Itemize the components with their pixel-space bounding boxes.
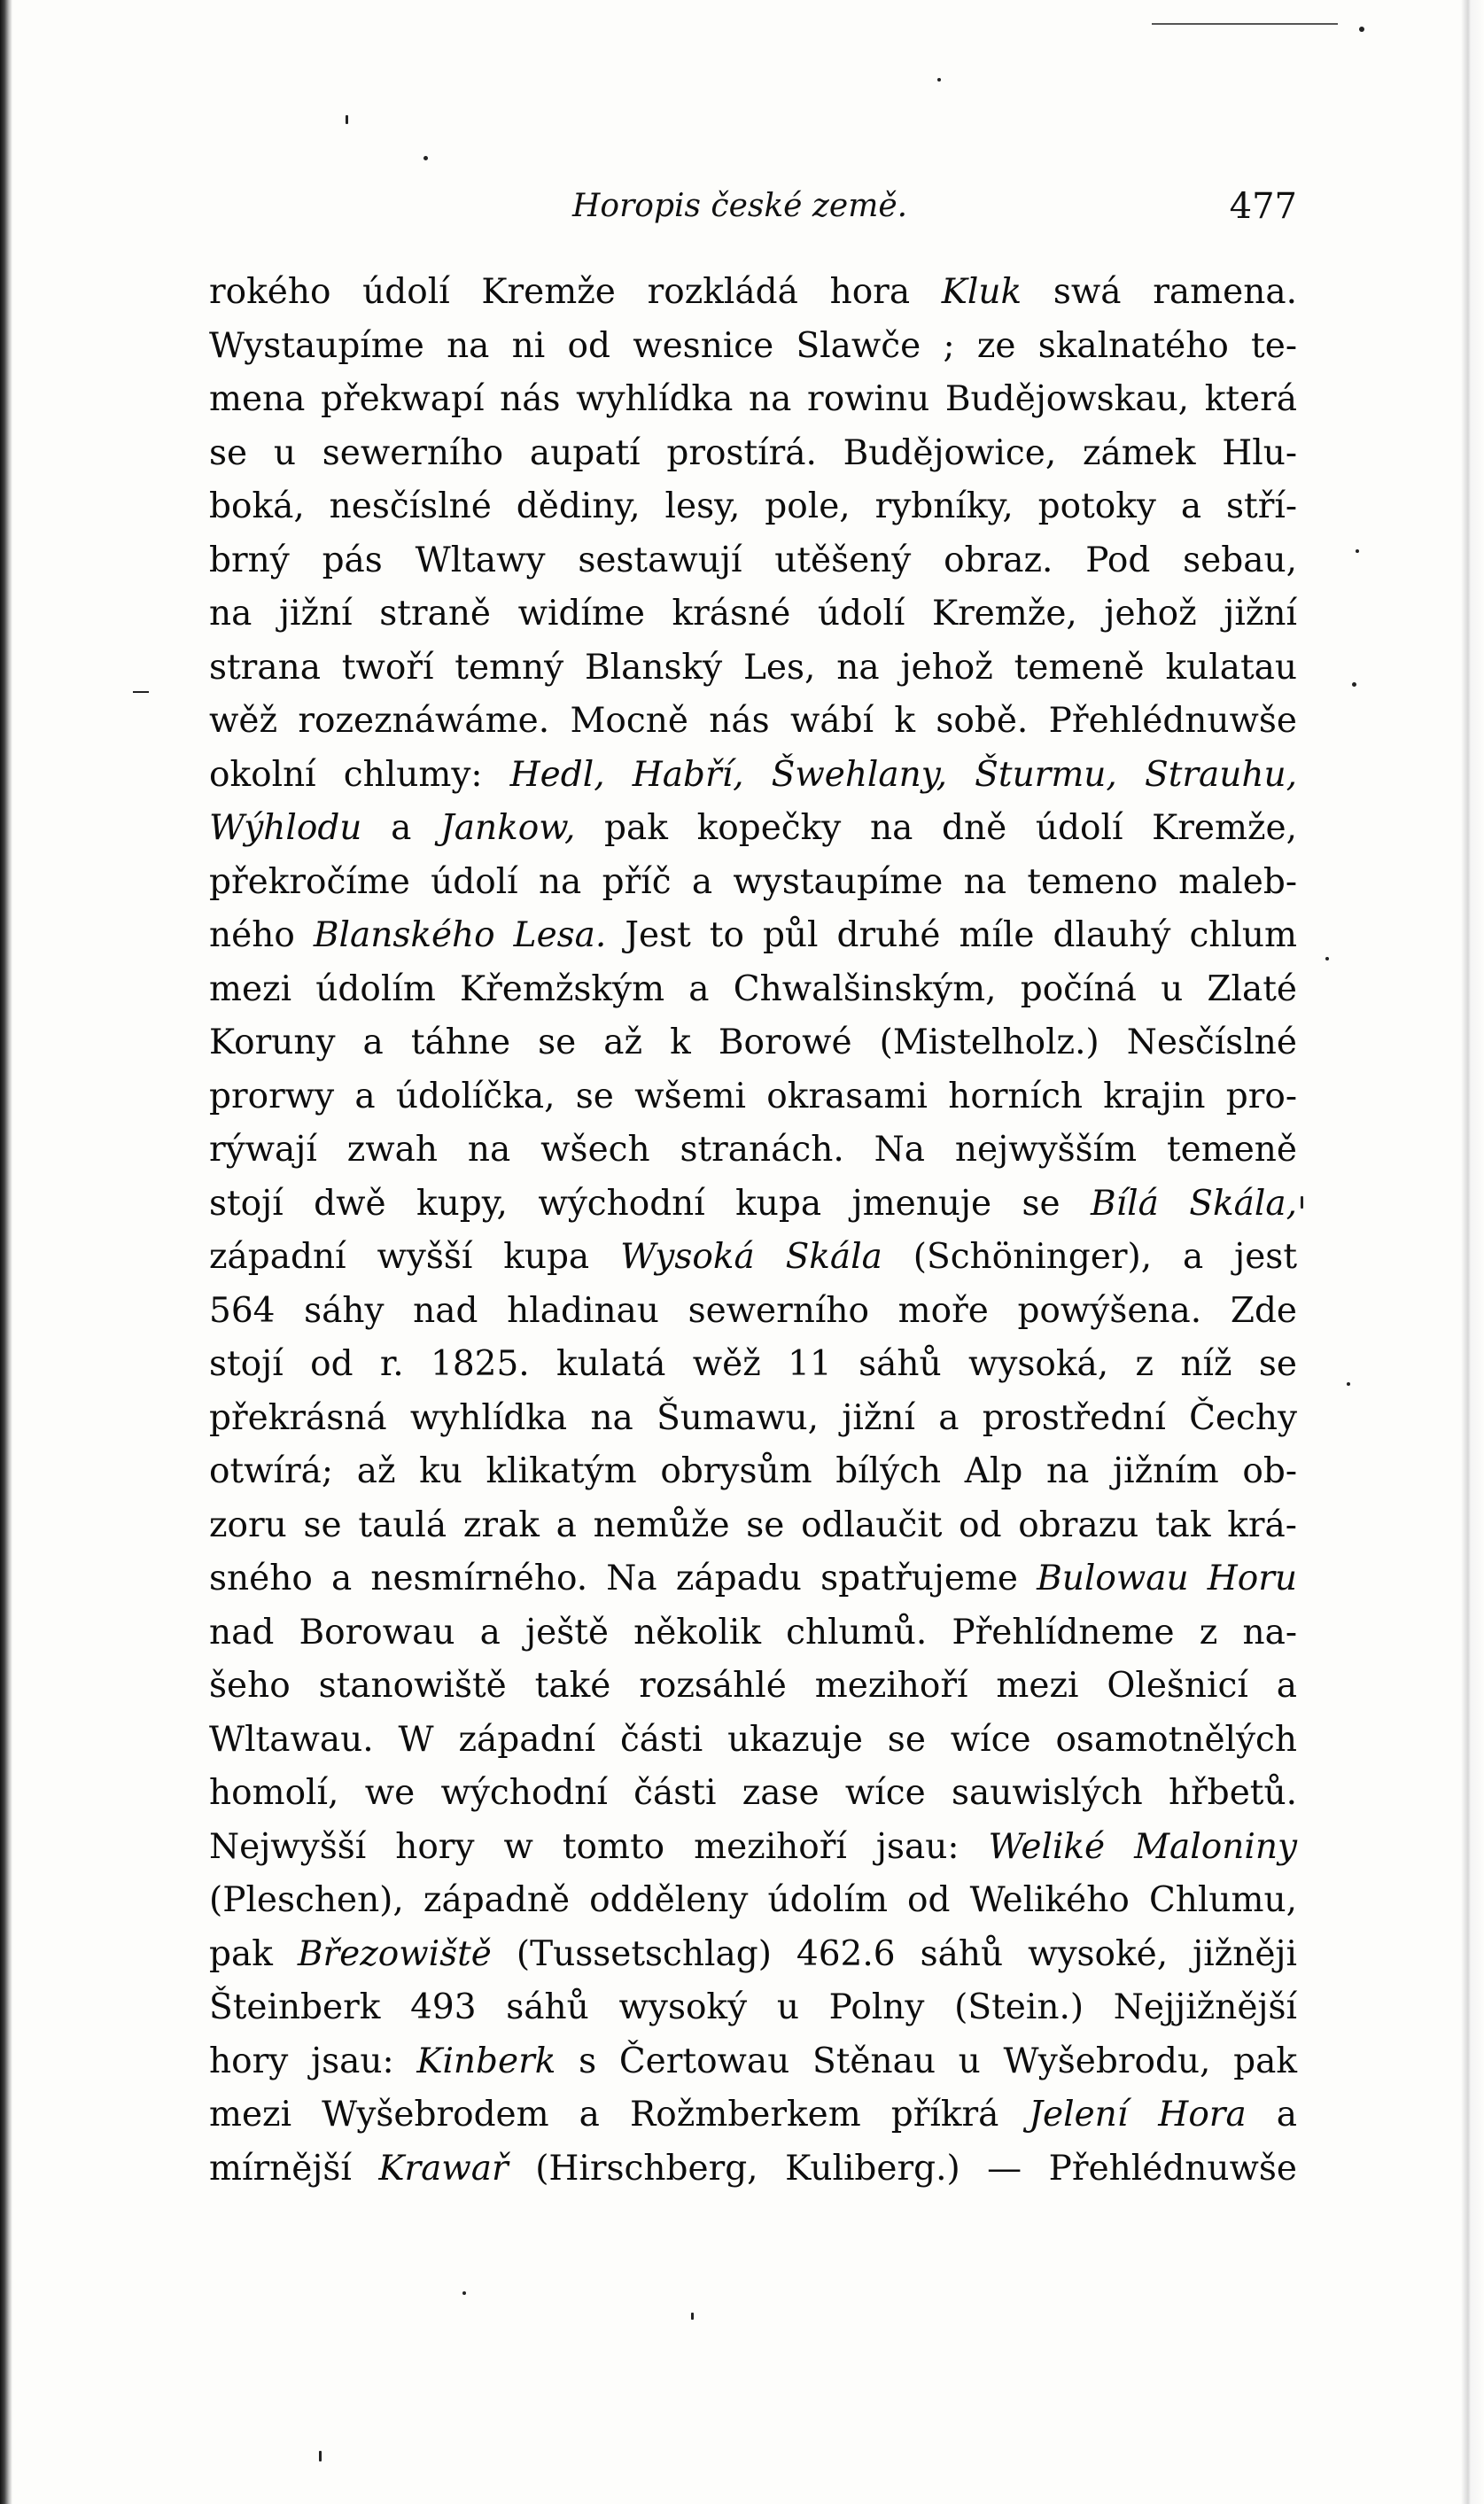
text-run: ného — [209, 915, 314, 955]
italic-place-name: Jelení Hora — [1029, 2095, 1247, 2135]
text-run: mezi Wyšebrodem a Rožmberkem příkrá — [209, 2095, 1029, 2135]
text-run: Jest to půl druhé míle dlauhý chlum — [606, 915, 1298, 955]
text-line — [209, 1445, 1297, 1499]
page-header — [209, 184, 1297, 237]
text-line — [209, 1016, 1297, 1070]
text-line — [209, 1981, 1297, 2035]
text-run: Wltawau. W západní části ukazuje se wíce osamotnělých — [209, 1719, 1297, 1760]
text-line — [209, 266, 1297, 320]
scan-speck — [937, 78, 941, 82]
scan-speck — [1325, 957, 1329, 960]
text-line — [209, 534, 1297, 588]
text-run: západní wyšší kupa — [209, 1237, 621, 1277]
text-run: wěž rozeznáwáme. Mocně nás wábí k sobě. Přehlédnuwše — [209, 701, 1297, 741]
running-title: Horopis české země. — [572, 188, 908, 224]
text-run: hory jsau: — [209, 2041, 417, 2081]
text-line — [209, 1552, 1297, 1606]
text-run: Koruny a táhne se až k Borowé (Mistelholz.) Nesčíslné — [209, 1023, 1297, 1062]
page-number: 477 — [1229, 186, 1297, 227]
text-run: homolí, we wýchodní části zase wíce sauwislých hřbetů. — [209, 1773, 1297, 1813]
scan-speck — [691, 2313, 694, 2320]
text-line — [209, 1070, 1297, 1124]
italic-place-name: Weliké Maloniny — [988, 1826, 1297, 1867]
italic-place-name: Blanského Lesa. — [313, 915, 607, 955]
text-run: (Hirschberg, Kuliberg.) — Přehlédnuwše — [508, 2148, 1297, 2189]
text-line — [209, 963, 1297, 1017]
text-run: a — [1246, 2095, 1298, 2135]
text-run: nad Borowau a ještě několik chlumů. Přehlídneme z na- — [209, 1612, 1297, 1652]
text-line — [209, 802, 1297, 856]
text-run: Nejwyšší hory w tomto mezihoří jsau: — [209, 1826, 989, 1867]
text-line — [209, 1499, 1297, 1553]
text-run: Wystaupíme na ni od wesnice Slawče ; ze skalnatého te- — [209, 325, 1297, 366]
scan-speck — [1301, 1196, 1303, 1209]
text-line — [209, 1714, 1297, 1768]
text-line — [209, 1660, 1297, 1714]
text-run: rýwají zwah na wšech stranách. Na nejwyšším temeně — [209, 1130, 1297, 1170]
scan-speck — [346, 115, 348, 124]
text-run: překročíme údolí na příč a wystaupíme na temeno maleb- — [209, 861, 1297, 902]
text-line — [209, 1928, 1297, 1982]
text-line — [209, 695, 1297, 749]
text-line — [209, 1285, 1297, 1339]
italic-place-name: Bílá Skála, — [1091, 1183, 1298, 1224]
text-run: brný pás Wltawy sestawují utěšený obraz. Pod sebau, — [209, 540, 1297, 580]
text-line — [209, 320, 1297, 374]
text-run: zoru se taulá zrak a nemůže se odlaučit od obrazu tak krá- — [209, 1505, 1297, 1545]
text-line — [209, 1606, 1297, 1660]
text-line — [209, 373, 1297, 427]
text-run: stojí dwě kupy, wýchodní kupa jmenuje se — [209, 1183, 1092, 1224]
text-run: pak kopečky na dně údolí Kremže, — [575, 808, 1297, 848]
text-line — [209, 909, 1297, 963]
text-line — [209, 1178, 1297, 1232]
text-line — [209, 1767, 1297, 1821]
text-line — [209, 749, 1297, 803]
scan-speck — [1352, 682, 1356, 687]
body-text — [209, 266, 1297, 2196]
italic-place-name: Březowiště — [297, 1933, 492, 1974]
scan-speck — [319, 2451, 322, 2461]
text-line — [209, 2142, 1297, 2197]
text-run: mezi údolím Křemžským a Chwalšinským, počíná u Zlaté — [209, 968, 1297, 1009]
text-line — [209, 1392, 1297, 1446]
text-line — [209, 1821, 1297, 1875]
scan-speck — [423, 156, 428, 160]
italic-place-name: Kinberk — [416, 2041, 556, 2081]
scan-mark — [1152, 23, 1338, 25]
text-run: stojí od r. 1825. kulatá wěž 11 sáhů wysoká, z níž se — [209, 1344, 1297, 1384]
scan-speck — [462, 2291, 466, 2295]
text-run: Šteinberk 493 sáhů wysoký u Polny (Stein.) Nejjižnější — [209, 1987, 1297, 2027]
text-run: strana twoří temný Blanský Les, na jehož temeně kulatau — [209, 647, 1297, 688]
italic-place-name: Krawař — [378, 2148, 509, 2189]
scan-speck — [1356, 549, 1359, 553]
scan-speck — [1347, 1382, 1350, 1386]
text-run: pak — [209, 1933, 298, 1974]
scan-speck — [1359, 27, 1364, 32]
text-line — [209, 1874, 1297, 1928]
text-run: s Čertowau Stěnau u Wyšebrodu, pak — [556, 2041, 1297, 2081]
italic-place-name: Wýhlodu — [209, 808, 362, 848]
text-run: rokého údolí Kremže rozkládá hora — [209, 272, 942, 312]
text-line — [209, 1124, 1297, 1178]
text-line — [209, 1231, 1297, 1285]
text-line — [209, 856, 1297, 910]
text-run: prorwy a údolíčka, se wšemi okrasami horních krajin pro- — [209, 1076, 1297, 1116]
text-run: na jižní straně widíme krásné údolí Kremže, jehož jižní — [209, 594, 1297, 634]
text-run: okolní chlumy: — [209, 754, 510, 795]
text-run: a — [361, 808, 441, 848]
text-run: šeho stanowiště také rozsáhlé mezihoří mezi Olešnicí a — [209, 1666, 1297, 1706]
text-run: mena překwapí nás wyhlídka na rowinu Budějowskau, která — [209, 379, 1297, 419]
text-run: (Tussetschlag) 462.6 sáhů wysoké, jižněji — [491, 1933, 1297, 1974]
italic-place-name: Bulowau Horu — [1037, 1559, 1297, 1598]
italic-place-name: Kluk — [941, 272, 1022, 312]
text-run: boká, nesčíslné dědiny, lesy, pole, rybníky, potoky a stří- — [209, 486, 1297, 526]
italic-place-name: Jankow, — [440, 808, 576, 848]
text-run: swá ramena. — [1022, 272, 1297, 312]
text-run: sného a nesmírného. Na západu spatřujeme — [209, 1559, 1037, 1598]
italic-place-name: Hedl, Habří, Šwehlany, Šturmu, Strauhu, — [509, 754, 1298, 795]
scan-speck — [133, 691, 149, 693]
text-run: 564 sáhy nad hladinau sewerního moře powýšena. Zde — [209, 1290, 1297, 1331]
text-run: (Schöninger), a jest — [882, 1237, 1297, 1277]
text-run: překrásná wyhlídka na Šumawu, jižní a prostřední Čechy — [209, 1397, 1297, 1438]
binding-shadow — [0, 0, 12, 2504]
page-edge — [1461, 0, 1484, 2504]
text-line — [209, 2088, 1297, 2142]
text-line — [209, 1338, 1297, 1392]
text-run: (Pleschen), západně odděleny údolím od Welikého Chlumu, — [209, 1880, 1297, 1920]
text-line — [209, 480, 1297, 534]
text-line — [209, 2035, 1297, 2089]
text-line — [209, 427, 1297, 481]
text-run: se u sewerního aupatí prostírá. Budějowice, zámek Hlu- — [209, 432, 1297, 473]
italic-place-name: Wysoká Skála — [620, 1237, 882, 1277]
text-run: mírnější — [209, 2148, 379, 2189]
text-line — [209, 642, 1297, 696]
text-run: otwírá; až ku klikatým obrysům bílých Alp na jižním ob- — [209, 1451, 1297, 1491]
text-line — [209, 587, 1297, 642]
